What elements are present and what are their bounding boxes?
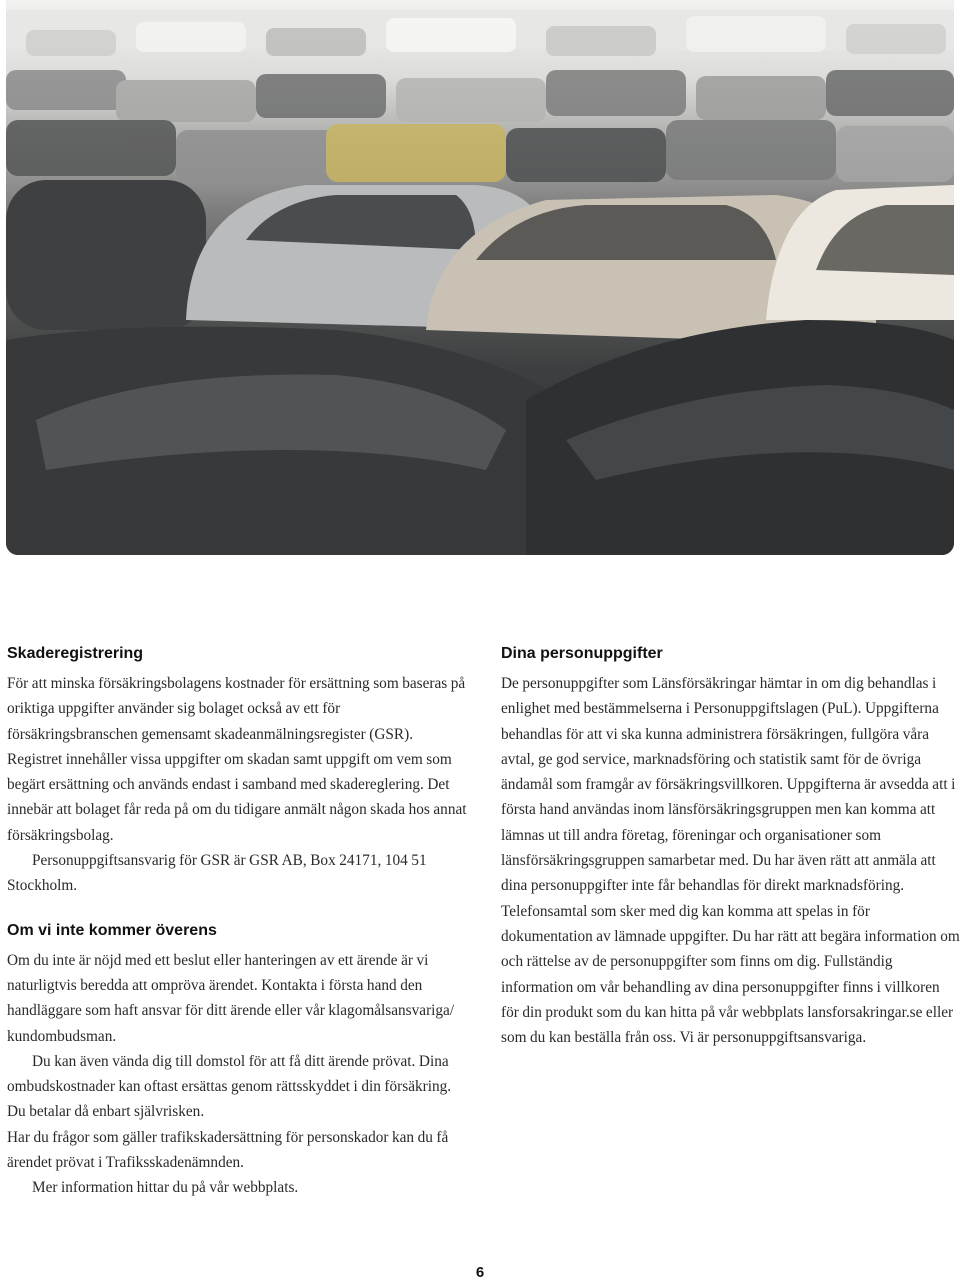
page-number: 6 — [475, 1264, 485, 1281]
car-park-photo — [6, 0, 954, 555]
car-park-illustration — [6, 0, 954, 555]
section-heading-dina-personuppgifter: Dina personuppgifter — [501, 645, 663, 662]
webbplats-paragraph: Mer information hittar du på vår webbplats. — [32, 1179, 299, 1197]
section-heading-om-vi-inte-kommer-overens: Om vi inte kommer överens — [7, 921, 217, 939]
domstol-paragraph: Du kan även vända dig till domstol för att få ditt ärende prövat. Dina ombudskostnader kan oftast ersättas genom rättsskyddet i din försäkring. Du betalar då enbart självrisken. — [7, 1052, 452, 1121]
trafikskada-paragraph: Har du frågor som gäller trafikskadersättning för personskador kan du få ärendet prövat i Trafiksskadenämnden. — [7, 1128, 449, 1172]
left-column — [7, 640, 469, 1201]
skaderegistrering-paragraph: För att minska försäkringsbolagens kostnader för ersättning som baseras på oriktiga uppgifter använder sig bolaget också av ett för försäkringsbranschen gemensamt skadeanmälningsregister (GSR). Registret innehåller vissa uppgifter om skadan samt uppgift om vem som begärt ersättning och används endast i samband med skadereglering. Det innebär att bolaget får reda på om du tidigare anmält någon skada hos annat försäkringsbolag. — [7, 675, 467, 844]
background-cars — [6, 10, 954, 182]
omprovning-paragraph: Om du inte är nöjd med ett beslut eller hanteringen av ett ärende är vi naturligtvis beredda att ompröva ärendet. Kontakta i första hand den handläggare som haft ansvar för ditt ärende eller vår klagomålsansvariga/ kundombudsman. — [7, 951, 455, 1045]
right-column — [501, 640, 960, 1050]
gsr-contact-paragraph: Personuppgiftsansvarig för GSR är GSR AB, Box 24171, 104 51 Stockholm. — [7, 852, 427, 895]
foreground-cars — [6, 320, 954, 555]
personuppgifter-paragraph: De personuppgifter som Länsförsäkringar hämtar in om dig behandlas i enlighet med bestämmelserna i Personuppgiftslagen (PuL). Uppgifterna behandlas för att vi ska kunna administrera försäkringen, fullgöra våra avtal, ge god service, marknadsföring och statistik samt för de övriga ändamål som framgår av försäkringsvillkoren. Uppgifterna är avsedda att i första hand användas inom länsförsäkringsgruppen men kan komma att lämnas ut till andra företag, föreningar och organisationer som länsförsäkringsgruppen samarbetar med. Du har även rätt att anmäla att dina personuppgifter inte får behandlas för direkt marknadsföring. Telefonsamtal som sker med dig kan komma att spelas in för dokumentation av lämnade uppgifter. Du har rätt att begära information om och rättelse av de personuppgifter som finns om dig. Fullständig information om vår behandling av dina personuppgifter finns i villkoren för din produkt som du kan hitta på vår webbplats lansforsakringar.se eller som du kan beställa från oss. Vi är personuppgiftsansvariga. — [501, 675, 960, 1047]
section-heading-skaderegistrering: Skaderegistrering — [7, 645, 144, 662]
